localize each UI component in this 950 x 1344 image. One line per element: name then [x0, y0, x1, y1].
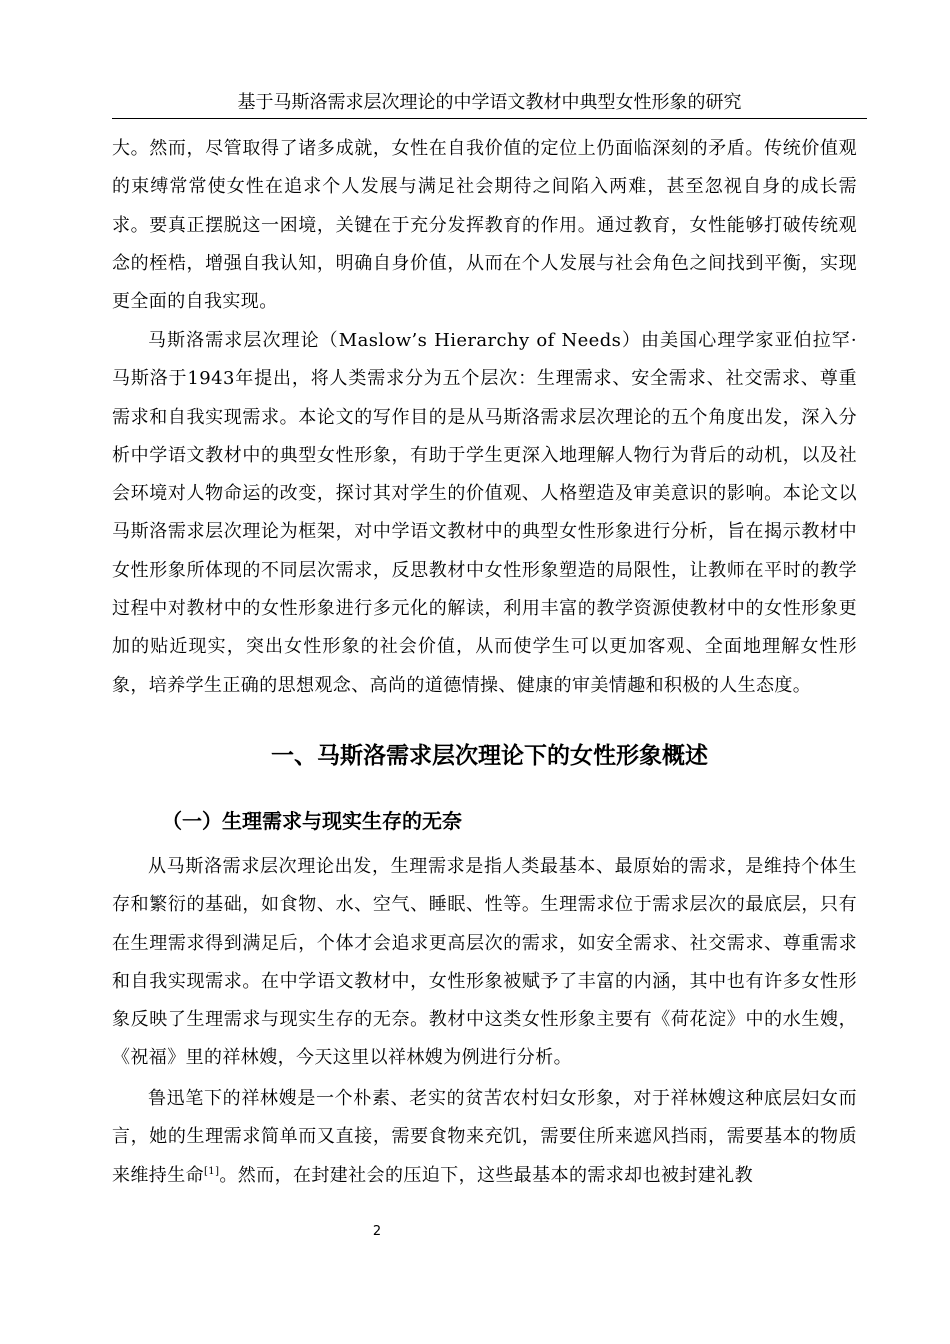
header-divider: [112, 118, 867, 119]
paragraph-xianglinsao: [112, 1080, 857, 1195]
paragraph-physiological-needs: 从马斯洛需求层次理论出发，生理需求是指人类最基本、最原始的需求，是维持个体生存和繁衍的基础，如食物、水、空气、睡眠、性等。生理需求位于需求层次的最底层，只有在生理需求得到满足后，个体才会追求更高层次的需求，如安全需求、社交需求、尊重需求和自我实现需求。在中学语文教材中，女性形象被赋予了丰富的内涵，其中也有许多女性形象反映了生理需求与现实生存的无奈。教材中这类女性形象主要有《荷花淀》中的水生嫂，《祝福》里的祥林嫂，今天这里以祥林嫂为例进行分析。: [112, 856, 857, 1069]
paragraph-text-before-citation: 鲁迅笔下的祥林嫂是一个朴素、老实的贫苦农村妇女形象，对于祥林嫂这种底层妇女而言，她的生理需求简单而又直接，需要食物来充饥，需要住所来遮风挡雨，需要基本的物质来维持生命: [112, 1088, 857, 1186]
section-heading: 一、马斯洛需求层次理论下的女性形象概述: [271, 743, 708, 769]
citation-marker[interactable]: [1]: [204, 1165, 220, 1177]
paragraph-text-after-citation: 。然而，在封建社会的压迫下，这些最基本的需求却也被封建礼教: [219, 1164, 753, 1186]
paragraph-continued: 大。然而，尽管取得了诸多成就，女性在自我价值的定位上仍面临深刻的矛盾。传统价值观的束缚常常使女性在追求个人发展与满足社会期待之间陷入两难，甚至忽视自身的成长需求。要真正摆脱这一困境，关键在于充分发挥教育的作用。通过教育，女性能够打破传统观念的桎梏，增强自我认知，明确自身价值，从而在个人发展与社会角色之间找到平衡，实现更全面的自我实现。: [112, 138, 857, 313]
paragraph-maslow-intro: 马斯洛需求层次理论（Maslow’s Hierarchy of Needs）由美国心理学家亚伯拉罕·马斯洛于1943年提出，将人类需求分为五个层次：生理需求、安全需求、社交需求、尊重需求和自我实现需求。本论文的写作目的是从马斯洛需求层次理论的五个角度出发，深入分析中学语文教材中的典型女性形象，有助于学生更深入地理解人物行为背后的动机，以及社会环境对人物命运的改变，探讨其对学生的价值观、人格塑造及审美意识的影响。本论文以马斯洛需求层次理论为框架，对中学语文教材中的典型女性形象进行分析，旨在揭示教材中女性形象所体现的不同层次需求，反思教材中女性形象塑造的局限性，让教师在平时的教学过程中对教材中的女性形象进行多元化的解读，利用丰富的教学资源使教材中的女性形象更加的贴近现实，突出女性形象的社会价值，从而使学生可以更加客观、全面地理解女性形象，培养学生正确的思想观念、高尚的道德情操、健康的审美情趣和积极的人生态度。: [112, 330, 857, 696]
subsection-heading: （一）生理需求与现实生存的无奈: [162, 809, 462, 833]
running-header: 基于马斯洛需求层次理论的中学语文教材中典型女性形象的研究: [237, 92, 742, 113]
page-number: 2: [372, 1224, 382, 1239]
